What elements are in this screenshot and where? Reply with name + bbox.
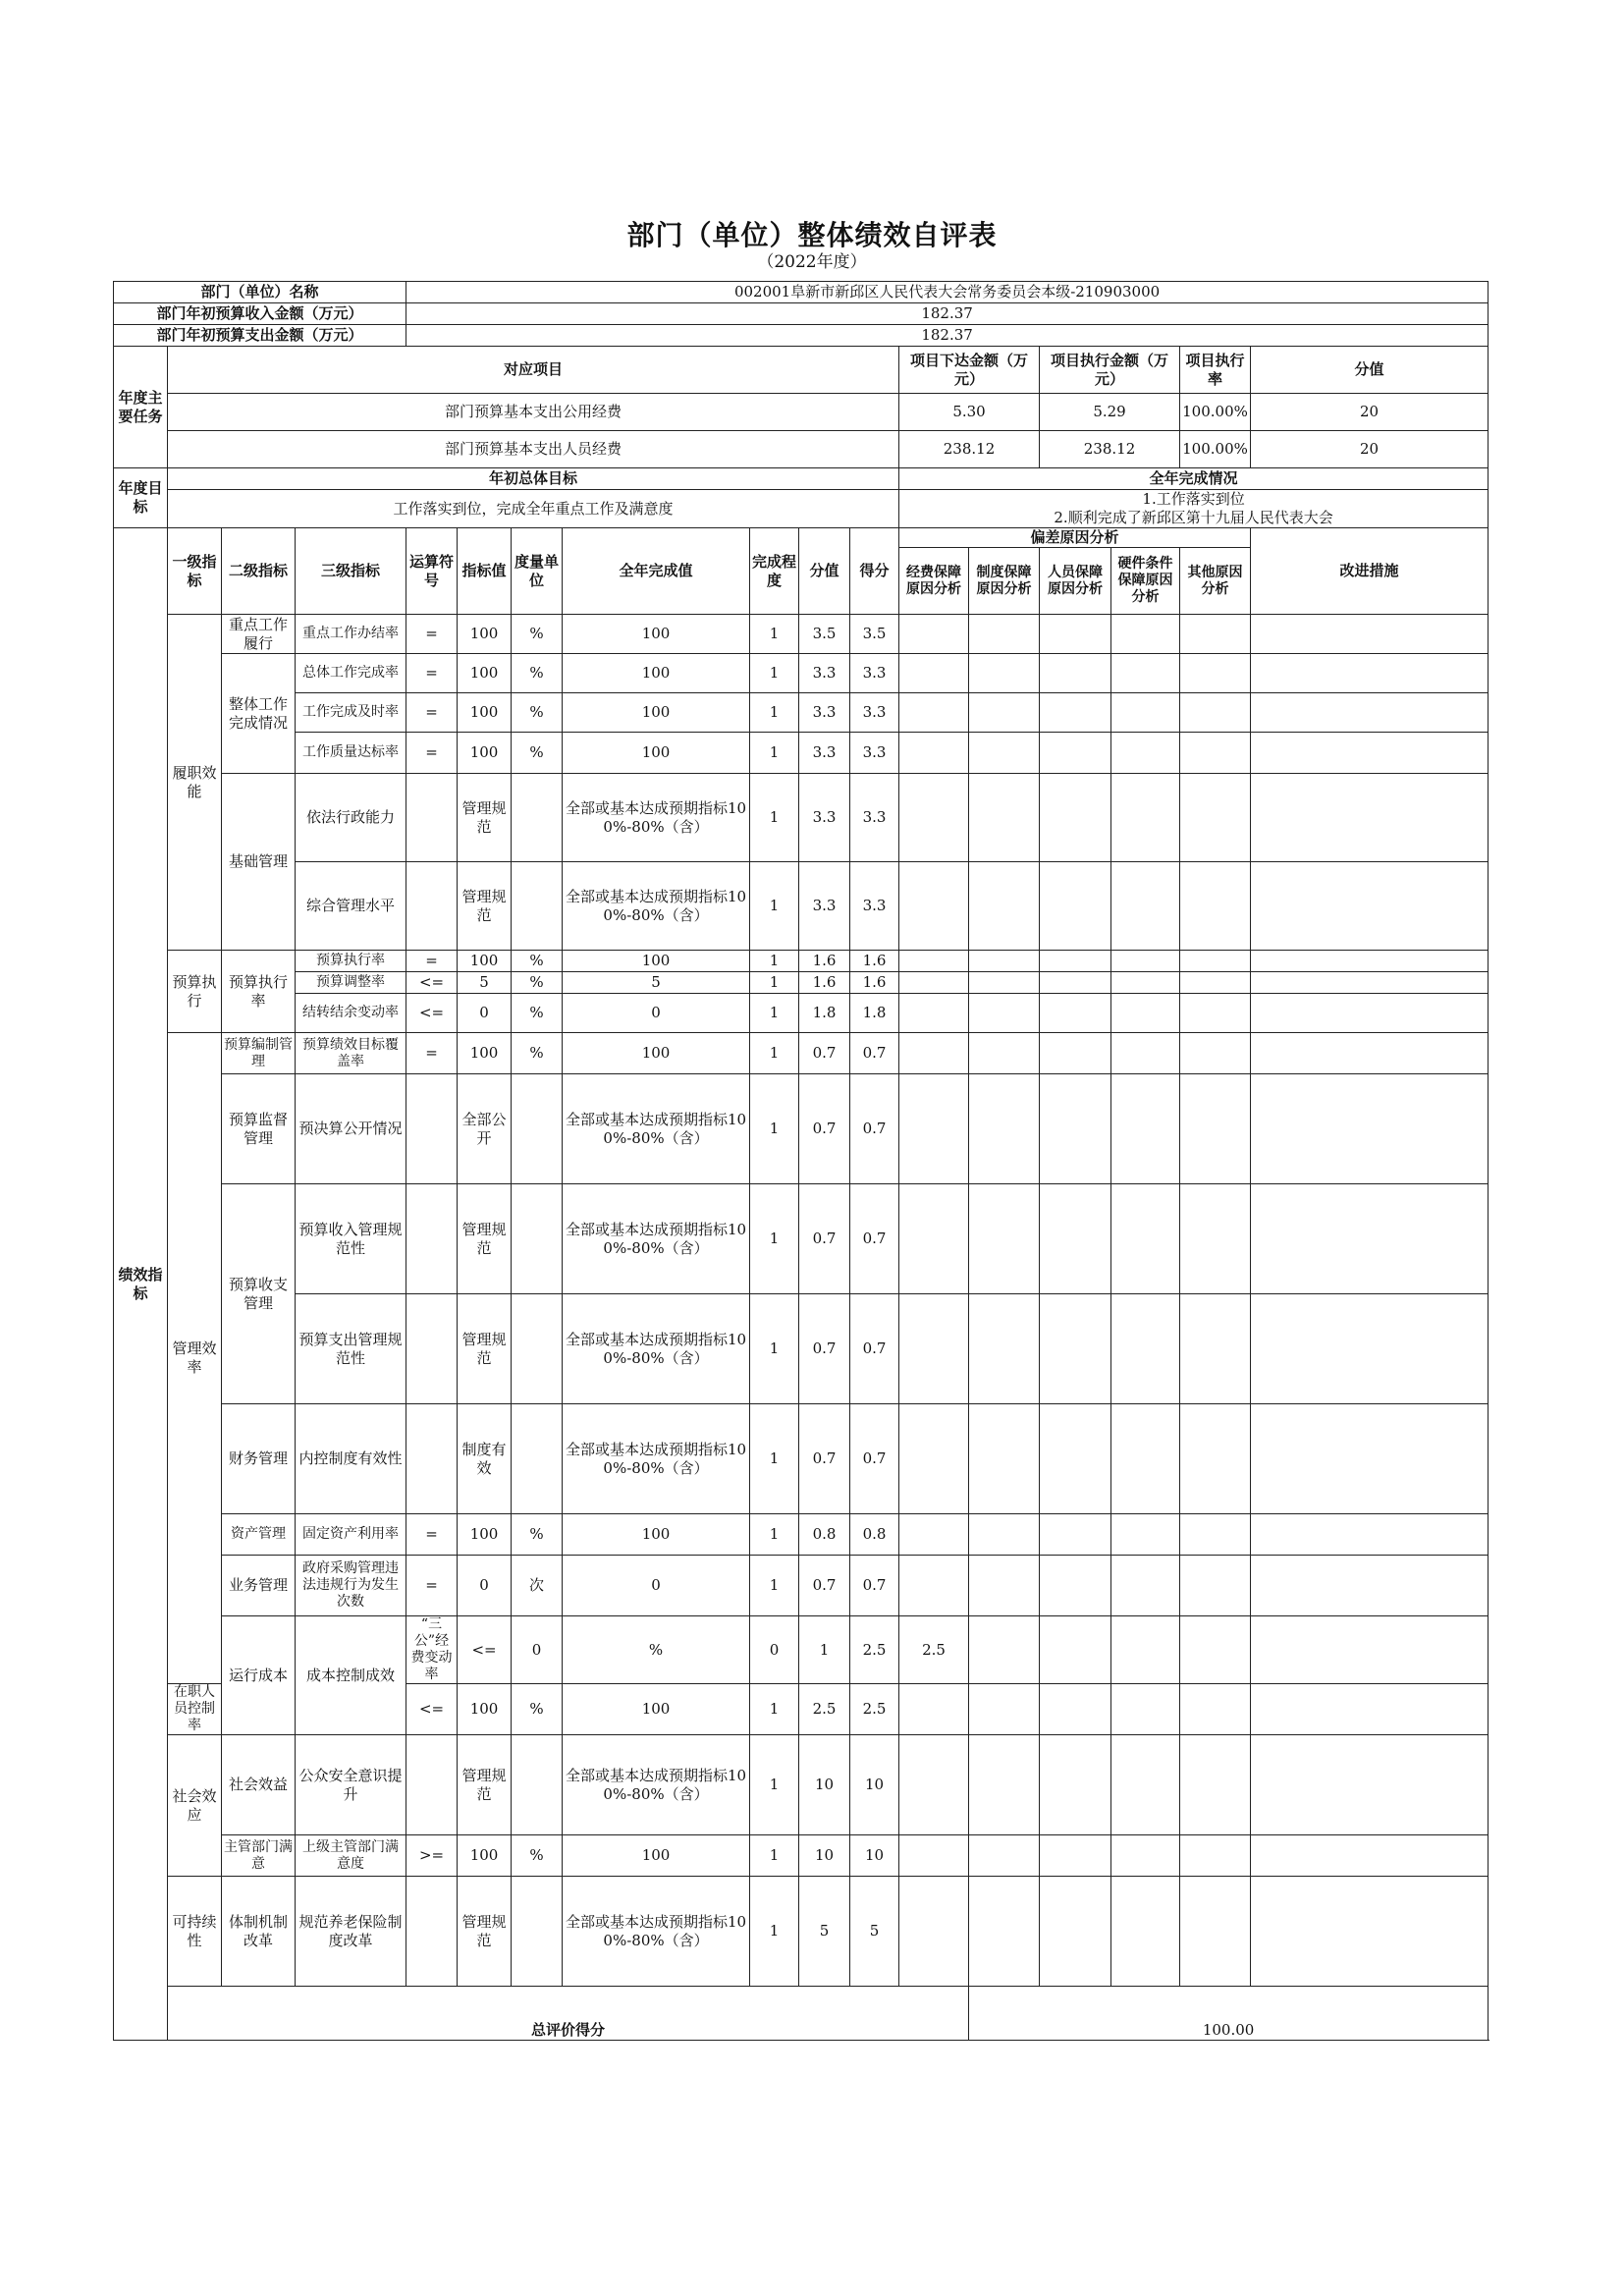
score: 10 bbox=[799, 1835, 850, 1877]
op: = bbox=[406, 1556, 458, 1616]
h-val: 指标值 bbox=[458, 528, 512, 615]
degree: 1 bbox=[750, 1735, 799, 1835]
score: 3.3 bbox=[799, 733, 850, 774]
expense-row bbox=[114, 325, 1489, 347]
l3: 预算收入管理规范性 bbox=[296, 1184, 406, 1294]
score: 1.6 bbox=[799, 972, 850, 994]
h-level2: 二级指标 bbox=[222, 528, 296, 615]
got: 10 bbox=[850, 1735, 899, 1835]
dept-label: 部门（单位）名称 bbox=[114, 282, 406, 303]
indicator-row bbox=[114, 615, 1489, 654]
l2-finance: 财务管理 bbox=[222, 1404, 296, 1514]
goals-initial: 工作落实到位，完成全年重点工作及满意度 bbox=[168, 490, 899, 528]
income-value: 182.37 bbox=[406, 303, 1489, 325]
indicator-row bbox=[114, 733, 1489, 774]
l2-social-benefit: 社会效益 bbox=[222, 1735, 296, 1835]
indicator-row bbox=[114, 654, 1489, 693]
val: 0 bbox=[458, 1556, 512, 1616]
evaluation-table bbox=[113, 281, 1489, 2041]
l3: 结转结余变动率 bbox=[296, 994, 406, 1033]
unit bbox=[512, 774, 563, 862]
unit: % bbox=[512, 615, 563, 654]
score: 2.5 bbox=[799, 1684, 850, 1735]
degree: 1 bbox=[750, 1404, 799, 1514]
indicators-section-label: 绩效指标 bbox=[114, 528, 168, 2041]
income-row bbox=[114, 303, 1489, 325]
unit bbox=[512, 1184, 563, 1294]
op: = bbox=[406, 951, 458, 972]
goals-col-initial: 年初总体目标 bbox=[168, 468, 899, 490]
l3: 政府采购管理违法违规行为发生次数 bbox=[296, 1556, 406, 1616]
op: = bbox=[406, 693, 458, 733]
indicator-row bbox=[114, 1184, 1489, 1294]
task-score: 20 bbox=[1251, 431, 1489, 468]
actual: 100 bbox=[563, 615, 750, 654]
indicator-row bbox=[114, 1514, 1489, 1556]
degree: 1 bbox=[750, 972, 799, 994]
unit: % bbox=[512, 951, 563, 972]
tasks-col-item: 对应项目 bbox=[168, 347, 899, 394]
got: 3.3 bbox=[850, 693, 899, 733]
l2-business: 业务管理 bbox=[222, 1556, 296, 1616]
unit: % bbox=[563, 1616, 750, 1684]
degree: 1 bbox=[750, 1294, 799, 1404]
actual: 全部或基本达成预期指标100%-80%（含） bbox=[563, 1404, 750, 1514]
got: 0.7 bbox=[850, 1404, 899, 1514]
got: 0.7 bbox=[850, 1294, 899, 1404]
got: 3.3 bbox=[850, 862, 899, 951]
l3: 预算调整率 bbox=[296, 972, 406, 994]
actual: 0 bbox=[563, 994, 750, 1033]
h-actual: 全年完成值 bbox=[563, 528, 750, 615]
l3: 工作质量达标率 bbox=[296, 733, 406, 774]
op bbox=[406, 1074, 458, 1184]
score: 3.3 bbox=[799, 693, 850, 733]
degree: 1 bbox=[750, 733, 799, 774]
indicator-row bbox=[114, 972, 1489, 994]
val: 管理规范 bbox=[458, 1294, 512, 1404]
degree: 1 bbox=[750, 1684, 799, 1735]
got: 0.7 bbox=[850, 1184, 899, 1294]
got: 1.6 bbox=[850, 951, 899, 972]
l1-mgmt: 管理效率 bbox=[168, 1033, 222, 1684]
op bbox=[406, 1184, 458, 1294]
h-level3: 三级指标 bbox=[296, 528, 406, 615]
l2-mechanism: 体制机制改革 bbox=[222, 1877, 296, 1987]
unit bbox=[512, 1877, 563, 1987]
actual: 100 bbox=[563, 1033, 750, 1074]
score: 0.7 bbox=[799, 1184, 850, 1294]
actual: 100 bbox=[563, 951, 750, 972]
indicator-row bbox=[114, 1074, 1489, 1184]
l2-satisfaction: 主管部门满意 bbox=[222, 1835, 296, 1877]
l3: 依法行政能力 bbox=[296, 774, 406, 862]
l3: 综合管理水平 bbox=[296, 862, 406, 951]
op: = bbox=[406, 615, 458, 654]
actual: 100 bbox=[563, 733, 750, 774]
unit: % bbox=[512, 1033, 563, 1074]
goals-done bbox=[899, 490, 1489, 528]
indicator-row bbox=[114, 1835, 1489, 1877]
task-item: 部门预算基本支出人员经费 bbox=[168, 431, 899, 468]
dept-value: 002001阜新市新邱区人民代表大会常务委员会本级-210903000 bbox=[406, 282, 1489, 303]
l1-cost: 运行成本 bbox=[222, 1616, 296, 1735]
l3: 工作完成及时率 bbox=[296, 693, 406, 733]
h-improve: 改进措施 bbox=[1251, 528, 1489, 615]
indicator-row bbox=[114, 1033, 1489, 1074]
score: 0.8 bbox=[799, 1514, 850, 1556]
indicator-row bbox=[114, 1616, 1489, 1684]
l2-compile: 预算编制管理 bbox=[222, 1033, 296, 1074]
op: = bbox=[406, 654, 458, 693]
got: 0.8 bbox=[850, 1514, 899, 1556]
indicator-row bbox=[114, 951, 1489, 972]
task-item: 部门预算基本支出公用经费 bbox=[168, 394, 899, 431]
op: <= bbox=[406, 1684, 458, 1735]
actual: 全部或基本达成预期指标100%-80%（含） bbox=[563, 1074, 750, 1184]
val: 制度有效 bbox=[458, 1404, 512, 1514]
actual: 100 bbox=[563, 1835, 750, 1877]
op: <= bbox=[406, 994, 458, 1033]
h-unit: 度量单位 bbox=[512, 528, 563, 615]
actual: 全部或基本达成预期指标100%-80%（含） bbox=[563, 1877, 750, 1987]
score: 0.7 bbox=[799, 1294, 850, 1404]
degree: 1 bbox=[750, 774, 799, 862]
score: 0.7 bbox=[799, 1033, 850, 1074]
unit bbox=[512, 1735, 563, 1835]
val: 100 bbox=[458, 1514, 512, 1556]
h-score: 分值 bbox=[799, 528, 850, 615]
got: 3.3 bbox=[850, 774, 899, 862]
l2-cost-ctrl: 成本控制成效 bbox=[296, 1616, 406, 1735]
score: 0.7 bbox=[799, 1556, 850, 1616]
l2-overall: 整体工作完成情况 bbox=[222, 654, 296, 774]
task-plan: 5.30 bbox=[899, 394, 1040, 431]
task-row bbox=[114, 394, 1489, 431]
l3: 在职人员控制率 bbox=[168, 1684, 222, 1735]
indicator-row bbox=[114, 1404, 1489, 1514]
tasks-col-rate: 项目执行率 bbox=[1180, 347, 1251, 394]
h-got: 得分 bbox=[850, 528, 899, 615]
l2-revexp: 预算收支管理 bbox=[222, 1184, 296, 1404]
l3: 重点工作办结率 bbox=[296, 615, 406, 654]
val: 管理规范 bbox=[458, 862, 512, 951]
h-deviation: 偏差原因分析 bbox=[899, 528, 1251, 548]
val: 100 bbox=[458, 654, 512, 693]
val: 管理规范 bbox=[458, 1877, 512, 1987]
val: 100 bbox=[458, 733, 512, 774]
got: 5 bbox=[850, 1877, 899, 1987]
degree: 1 bbox=[750, 654, 799, 693]
h-staff: 人员保障原因分析 bbox=[1040, 548, 1111, 615]
l1-sustain: 可持续性 bbox=[168, 1877, 222, 1987]
indicator-header-row bbox=[114, 528, 1489, 548]
unit: % bbox=[512, 1514, 563, 1556]
h-other: 其他原因分析 bbox=[1180, 548, 1251, 615]
degree: 1 bbox=[750, 862, 799, 951]
val: 100 bbox=[458, 1033, 512, 1074]
got: 2.5 bbox=[899, 1616, 969, 1684]
unit: 次 bbox=[512, 1556, 563, 1616]
score: 0.7 bbox=[799, 1404, 850, 1514]
actual: 0 bbox=[563, 1556, 750, 1616]
val: 100 bbox=[458, 693, 512, 733]
degree: 1 bbox=[750, 1877, 799, 1987]
document-title: 部门（单位）整体绩效自评表 bbox=[626, 219, 998, 251]
got: 1.8 bbox=[850, 994, 899, 1033]
tasks-col-plan: 项目下达金额（万元） bbox=[899, 347, 1040, 394]
unit bbox=[512, 862, 563, 951]
actual: 全部或基本达成预期指标100%-80%（含） bbox=[563, 862, 750, 951]
task-exec: 238.12 bbox=[1040, 431, 1180, 468]
score: 1.6 bbox=[799, 951, 850, 972]
op: = bbox=[406, 1033, 458, 1074]
l3: 预决算公开情况 bbox=[296, 1074, 406, 1184]
l2-asset: 资产管理 bbox=[222, 1514, 296, 1556]
op bbox=[406, 1735, 458, 1835]
val: 管理规范 bbox=[458, 1735, 512, 1835]
goals-done-1: 1.工作落实到位 bbox=[1142, 490, 1245, 508]
h-op: 运算符号 bbox=[406, 528, 458, 615]
l3: 公众安全意识提升 bbox=[296, 1735, 406, 1835]
degree: 1 bbox=[750, 1514, 799, 1556]
h-level1: 一级指标 bbox=[168, 528, 222, 615]
l3: 预算执行率 bbox=[296, 951, 406, 972]
tasks-col-score: 分值 bbox=[1251, 347, 1489, 394]
total-label: 总评价得分 bbox=[168, 1987, 969, 2041]
degree: 1 bbox=[750, 693, 799, 733]
l3: 预算支出管理规范性 bbox=[296, 1294, 406, 1404]
indicator-row bbox=[114, 994, 1489, 1033]
unit bbox=[512, 1294, 563, 1404]
l3: 内控制度有效性 bbox=[296, 1404, 406, 1514]
actual: 100 bbox=[563, 1514, 750, 1556]
unit: % bbox=[512, 733, 563, 774]
score: 5 bbox=[799, 1877, 850, 1987]
val: 0 bbox=[458, 994, 512, 1033]
op bbox=[406, 774, 458, 862]
score: 3.3 bbox=[799, 774, 850, 862]
actual: 全部或基本达成预期指标100%-80%（含） bbox=[563, 1184, 750, 1294]
val: 100 bbox=[458, 615, 512, 654]
unit: % bbox=[512, 654, 563, 693]
h-fund: 经费保障原因分析 bbox=[899, 548, 969, 615]
goals-row bbox=[114, 490, 1489, 528]
score: 0.7 bbox=[799, 1074, 850, 1184]
got: 2.5 bbox=[850, 1684, 899, 1735]
task-plan: 238.12 bbox=[899, 431, 1040, 468]
got: 0.7 bbox=[850, 1074, 899, 1184]
op: <= bbox=[406, 972, 458, 994]
actual: 全部或基本达成预期指标100%-80%（含） bbox=[563, 774, 750, 862]
got: 3.3 bbox=[850, 654, 899, 693]
expense-label: 部门年初预算支出金额（万元） bbox=[114, 325, 406, 347]
score: 3.3 bbox=[799, 654, 850, 693]
unit: % bbox=[512, 994, 563, 1033]
task-exec: 5.29 bbox=[1040, 394, 1180, 431]
l2-basic: 基础管理 bbox=[222, 774, 296, 951]
goals-header-row bbox=[114, 468, 1489, 490]
got: 3.3 bbox=[850, 733, 899, 774]
actual: 100 bbox=[563, 1684, 750, 1735]
score: 10 bbox=[799, 1735, 850, 1835]
goals-section-label: 年度目标 bbox=[114, 468, 168, 528]
op bbox=[406, 862, 458, 951]
degree: 1 bbox=[799, 1616, 850, 1684]
income-label: 部门年初预算收入金额（万元） bbox=[114, 303, 406, 325]
indicator-row bbox=[114, 1294, 1489, 1404]
op bbox=[406, 1294, 458, 1404]
l1-duty: 履职效能 bbox=[168, 615, 222, 951]
l2-supervise: 预算监督管理 bbox=[222, 1074, 296, 1184]
l3: 规范养老保险制度改革 bbox=[296, 1877, 406, 1987]
tasks-section-label: 年度主要任务 bbox=[114, 347, 168, 468]
total-row bbox=[114, 1987, 1489, 2041]
val: 100 bbox=[458, 1835, 512, 1877]
val: 0 bbox=[512, 1616, 563, 1684]
degree: 1 bbox=[750, 994, 799, 1033]
l1-budget: 预算执行 bbox=[168, 951, 222, 1033]
document-year: （2022年度） bbox=[757, 252, 867, 272]
unit: % bbox=[512, 1684, 563, 1735]
task-rate: 100.00% bbox=[1180, 431, 1251, 468]
goals-done-2: 2.顺利完成了新邱区第十九届人民代表大会 bbox=[1054, 509, 1333, 526]
indicator-row bbox=[114, 862, 1489, 951]
l3: 预算绩效目标覆盖率 bbox=[296, 1033, 406, 1074]
actual: 0 bbox=[750, 1616, 799, 1684]
l2-key-work: 重点工作履行 bbox=[222, 615, 296, 654]
val: 管理规范 bbox=[458, 1184, 512, 1294]
op: = bbox=[406, 733, 458, 774]
h-system: 制度保障原因分析 bbox=[969, 548, 1040, 615]
degree: 1 bbox=[750, 1033, 799, 1074]
op: <= bbox=[458, 1616, 512, 1684]
val: 100 bbox=[458, 951, 512, 972]
actual: 100 bbox=[563, 693, 750, 733]
task-rate: 100.00% bbox=[1180, 394, 1251, 431]
expense-value: 182.37 bbox=[406, 325, 1489, 347]
degree: 1 bbox=[750, 1835, 799, 1877]
op: >= bbox=[406, 1835, 458, 1877]
degree: 1 bbox=[750, 1556, 799, 1616]
total-value: 100.00 bbox=[969, 1987, 1489, 2041]
l3: “三公”经费变动率 bbox=[406, 1616, 458, 1684]
got: 1.6 bbox=[850, 972, 899, 994]
val: 全部公开 bbox=[458, 1074, 512, 1184]
score: 3.3 bbox=[799, 862, 850, 951]
got: 10 bbox=[850, 1835, 899, 1877]
l1-social: 社会效应 bbox=[168, 1735, 222, 1877]
degree: 1 bbox=[750, 615, 799, 654]
h-hardware: 硬件条件保障原因分析 bbox=[1111, 548, 1180, 615]
dept-row bbox=[114, 282, 1489, 303]
indicator-row bbox=[114, 774, 1489, 862]
score: 2.5 bbox=[850, 1616, 899, 1684]
indicator-row bbox=[114, 1735, 1489, 1835]
val: 100 bbox=[458, 1684, 512, 1735]
unit bbox=[512, 1404, 563, 1514]
unit: % bbox=[512, 693, 563, 733]
indicator-row bbox=[114, 693, 1489, 733]
score: 3.5 bbox=[799, 615, 850, 654]
goals-col-done: 全年完成情况 bbox=[899, 468, 1489, 490]
degree: 1 bbox=[750, 1074, 799, 1184]
l3: 上级主管部门满意度 bbox=[296, 1835, 406, 1877]
actual: 5 bbox=[563, 972, 750, 994]
val: 管理规范 bbox=[458, 774, 512, 862]
l2-exec-rate: 预算执行率 bbox=[222, 951, 296, 1033]
tasks-col-exec: 项目执行金额（万元） bbox=[1040, 347, 1180, 394]
degree: 1 bbox=[750, 1184, 799, 1294]
op bbox=[406, 1404, 458, 1514]
degree: 1 bbox=[750, 951, 799, 972]
unit bbox=[512, 1074, 563, 1184]
val: 5 bbox=[458, 972, 512, 994]
op bbox=[406, 1877, 458, 1987]
unit: % bbox=[512, 972, 563, 994]
h-degree: 完成程度 bbox=[750, 528, 799, 615]
unit: % bbox=[512, 1835, 563, 1877]
task-row bbox=[114, 431, 1489, 468]
op: = bbox=[406, 1514, 458, 1556]
got: 0.7 bbox=[850, 1556, 899, 1616]
got: 0.7 bbox=[850, 1033, 899, 1074]
actual: 100 bbox=[563, 654, 750, 693]
task-score: 20 bbox=[1251, 394, 1489, 431]
indicator-row bbox=[114, 1877, 1489, 1987]
l3: 总体工作完成率 bbox=[296, 654, 406, 693]
actual: 全部或基本达成预期指标100%-80%（含） bbox=[563, 1735, 750, 1835]
got: 3.5 bbox=[850, 615, 899, 654]
l3: 固定资产利用率 bbox=[296, 1514, 406, 1556]
actual: 全部或基本达成预期指标100%-80%（含） bbox=[563, 1294, 750, 1404]
indicator-row bbox=[114, 1556, 1489, 1616]
tasks-header-row bbox=[114, 347, 1489, 394]
score: 1.8 bbox=[799, 994, 850, 1033]
